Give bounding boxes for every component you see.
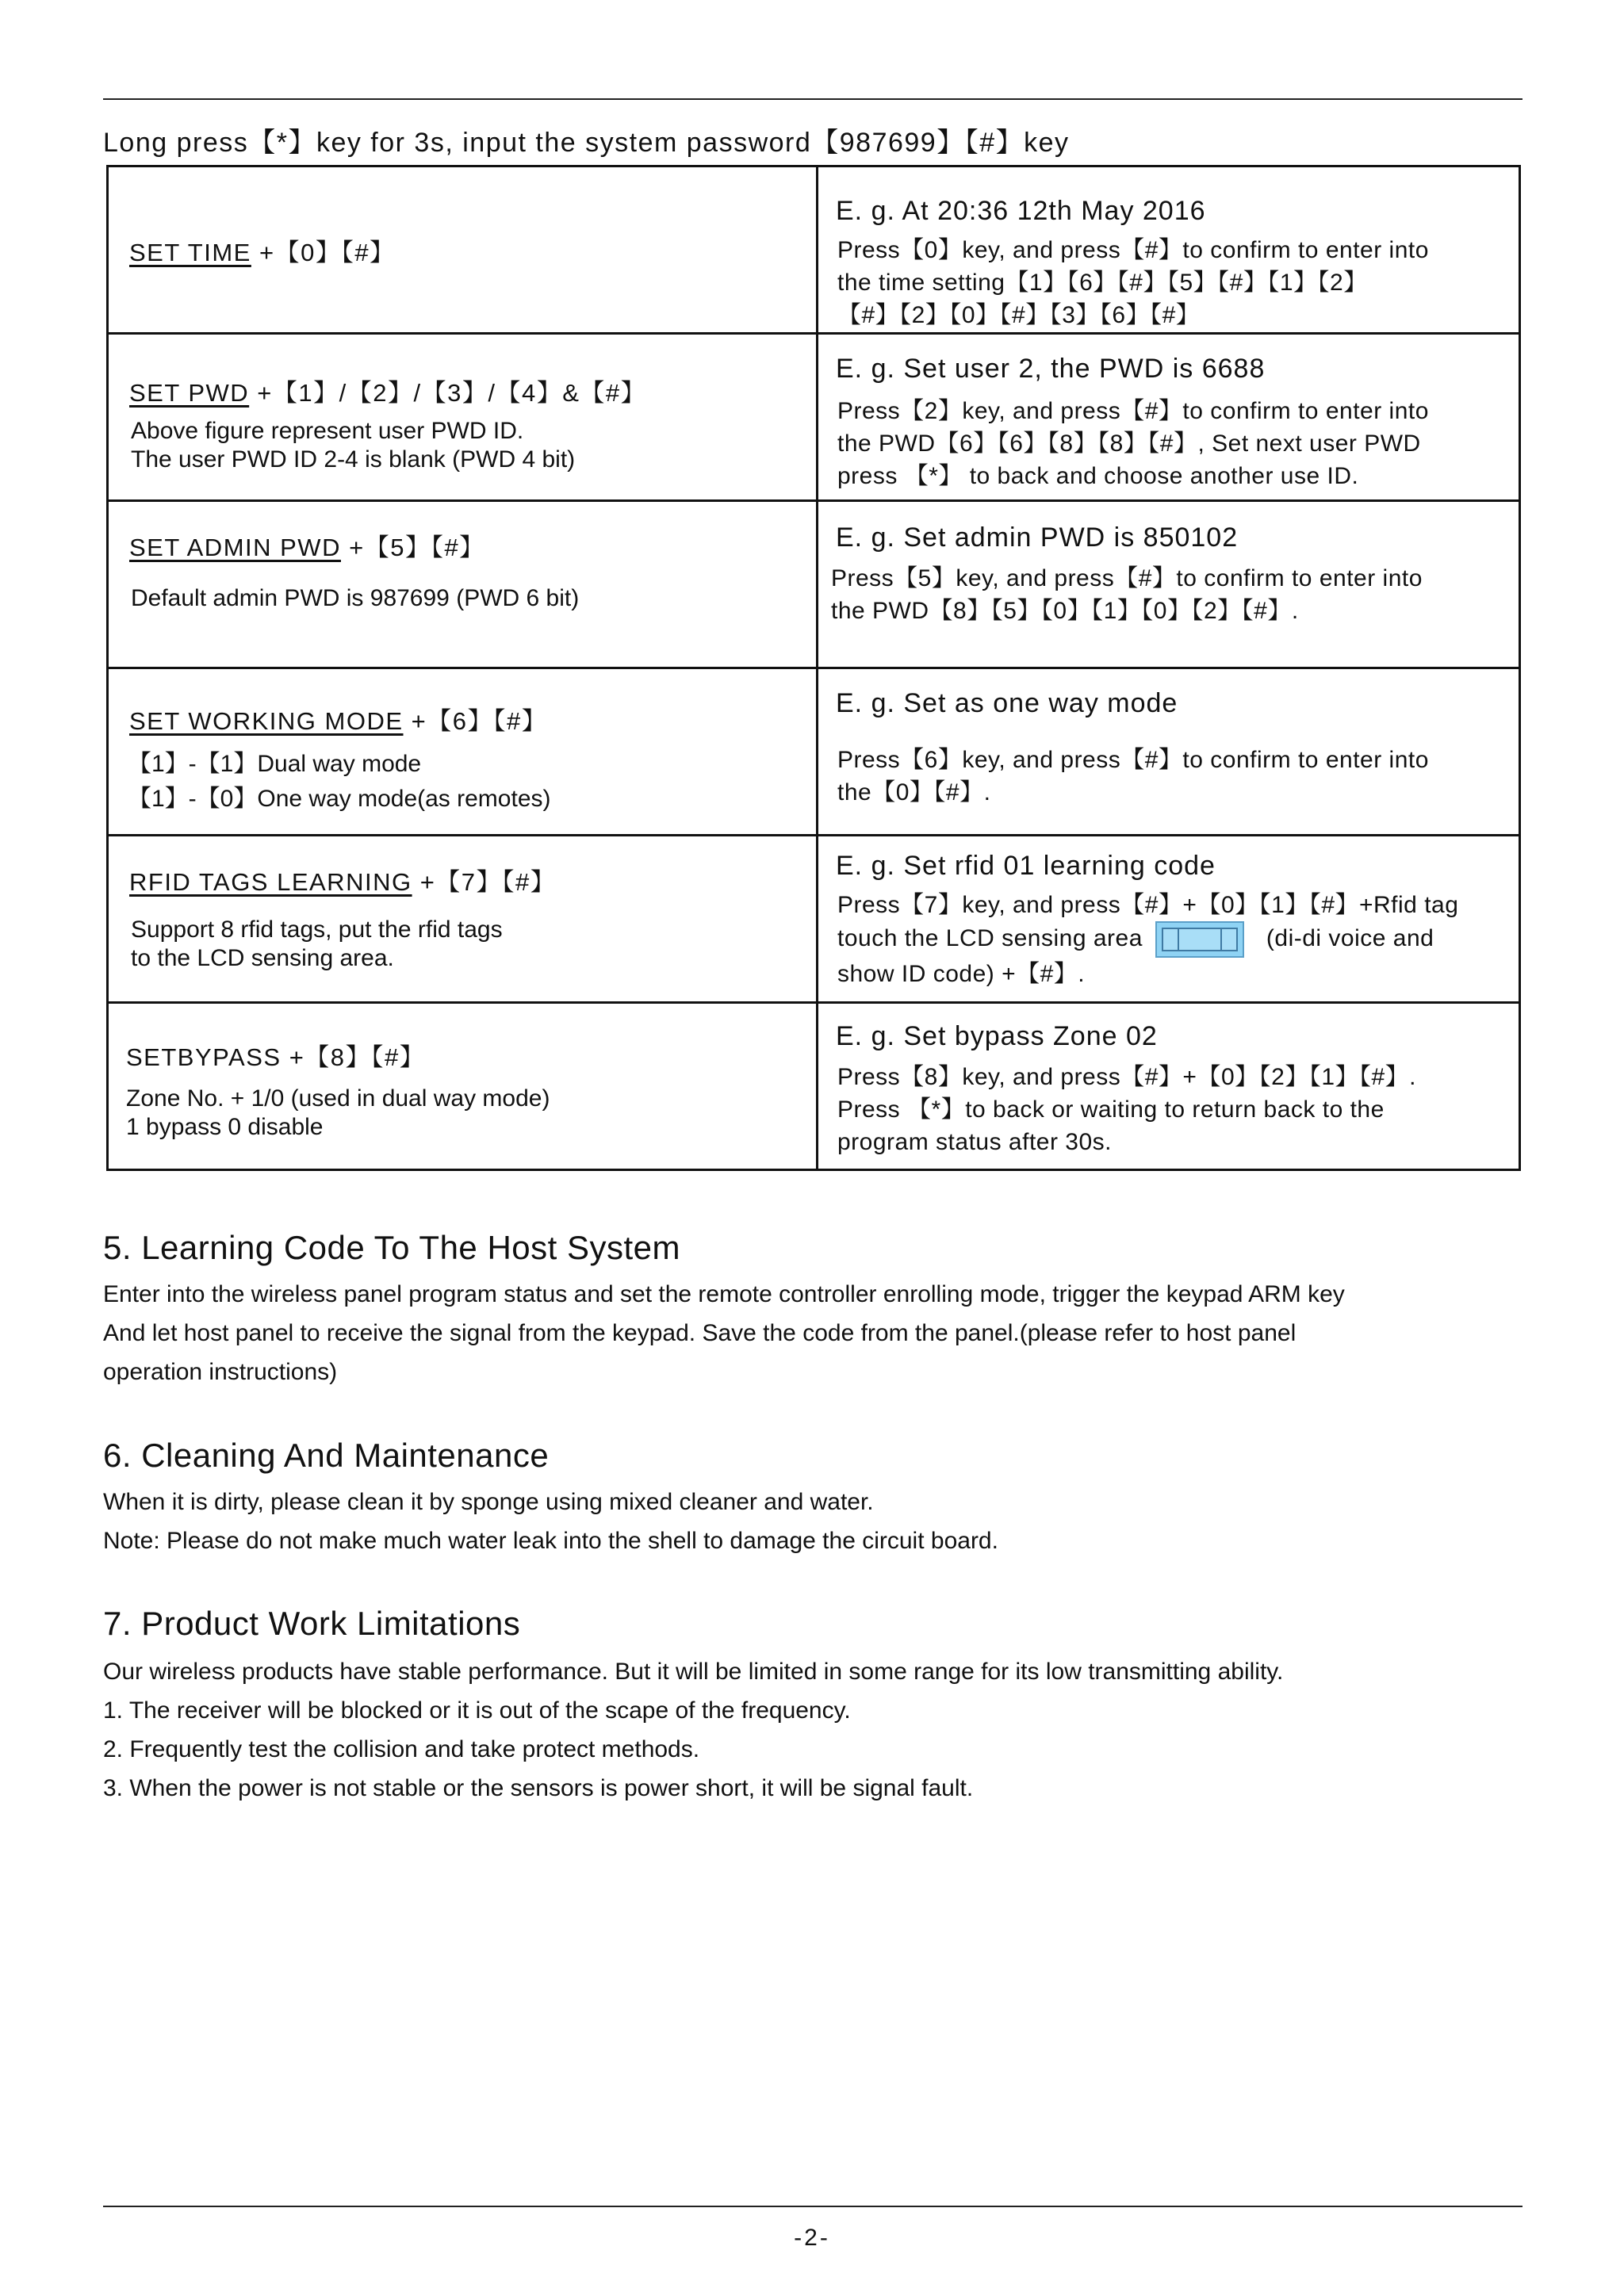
set-admin-pwd-keys: +【5】【#】 [349,534,485,561]
set-pwd-example-body: Press【2】key, and press【#】to confirm to enter into the PWD【6】【6】【8】【8】【#】, Set next user PWD press 【*】 to back and choose another use ID. [837,398,1429,489]
table-row [108,501,1520,668]
set-admin-pwd-notes: Default admin PWD is 987699 (PWD 6 bit) [131,585,580,611]
set-admin-pwd-title: SET ADMIN PWD [129,534,341,561]
set-working-mode-title: SET WORKING MODE [129,707,404,735]
set-pwd-notes: Above figure represent user PWD ID. The user PWD ID 2-4 is blank (PWD 4 bit) [131,418,576,473]
section-7-body: Our wireless products have stable performance. But it will be limited in some range for its low transmitting ability. 1. The receiver will be blocked or it is out of the scape of the frequency. 2. Frequently test the collision and take protect methods. 3. When the power is not stable or the sensors is power short, it will be signal fault. [103,1659,1284,1801]
top-rule [103,98,1522,100]
set-time-example-heading: E. g. At 20:36 12th May 2016 [836,196,1206,226]
setbypass-keys: +【8】【#】 [289,1043,426,1071]
section-5-title: 5. Learning Code To The Host System [103,1229,681,1266]
set-admin-pwd-heading [129,527,485,563]
rfid-tags-learning-notes: Support 8 rfid tags, put the rfid tags to the LCD sensing area. [131,916,503,971]
setbypass-example-heading: E. g. Set bypass Zone 02 [836,1021,1158,1051]
section-6-body: When it is dirty, please clean it by sponge using mixed cleaner and water. Note: Please do not make much water leak into the shell to damage the circuit board. [103,1489,998,1554]
programming-table [106,165,1521,1171]
table-row [108,1003,1520,1170]
page-number: -2- [794,2225,830,2251]
table-row [108,836,1520,1003]
intro-instruction: Long press【*】key for 3s, input the system password【987699】【#】key [103,128,1070,158]
bottom-rule [103,2206,1522,2207]
setbypass-heading [126,1037,425,1073]
lcd-sensing-area-icon [1155,921,1244,958]
set-working-mode-heading [129,701,547,737]
set-time-heading [129,232,396,268]
rfid-tags-learning-heading [129,862,556,897]
table-row [108,334,1520,501]
set-working-mode-notes: 【1】-【1】Dual way mode 【1】-【0】One way mode(as remotes) [128,751,551,812]
setbypass-title: SETBYPASS [126,1043,282,1071]
rfid-tags-learning-keys: +【7】【#】 [419,868,557,896]
section-6-title: 6. Cleaning And Maintenance [103,1437,550,1474]
rfid-tags-learning-example-heading: E. g. Set rfid 01 learning code [836,851,1216,881]
set-time-title: SET TIME [129,239,251,266]
set-pwd-heading [129,373,646,408]
set-admin-pwd-example-heading: E. g. Set admin PWD is 850102 [836,522,1239,553]
table-row [108,668,1520,836]
section-5-body: Enter into the wireless panel program status and set the remote controller enrolling mode, trigger the keypad ARM key And let host panel to receive the signal from the keypad. Save the code from the panel.(please refer to host panel operation instructions) [103,1281,1345,1385]
set-working-mode-example-heading: E. g. Set as one way mode [836,688,1178,718]
set-pwd-title: SET PWD [129,379,250,407]
set-pwd-keys: +【1】/【2】/【3】/【4】&【#】 [257,379,647,407]
rfid-tags-learning-title: RFID TAGS LEARNING [129,868,412,896]
set-working-mode-example-body: Press【6】key, and press【#】to confirm to enter into the【0】【#】. [837,747,1429,806]
table-row [108,166,1520,334]
setbypass-notes: Zone No. + 1/0 (used in dual way mode) 1 bypass 0 disable [126,1085,550,1140]
section-7-title: 7. Product Work Limitations [103,1605,521,1642]
rfid-tags-learning-example-body: Press【7】key, and press【#】+【0】【1】【#】+Rfid tag touch the LCD sensing area (di-di voice and show ID code) +【#】. [837,892,1459,987]
set-pwd-example-heading: E. g. Set user 2, the PWD is 6688 [836,354,1266,384]
setbypass-example-body: Press【8】key, and press【#】+【0】【2】【1】【#】. Press 【*】to back or waiting to return back to the program status after 30s. [837,1064,1417,1155]
set-time-keys: +【0】【#】 [259,239,396,266]
set-admin-pwd-example-body: Press【5】key, and press【#】to confirm to enter into the PWD【8】【5】【0】【1】【0】【2】【#】. [831,565,1423,624]
set-working-mode-keys: +【6】【#】 [411,707,548,735]
set-time-example-body: Press【0】key, and press【#】to confirm to enter into the time setting【1】【6】【#】【5】【#】【1】【2】 【#】【2】【0】【#】【3】【6】【#】 [837,237,1429,328]
